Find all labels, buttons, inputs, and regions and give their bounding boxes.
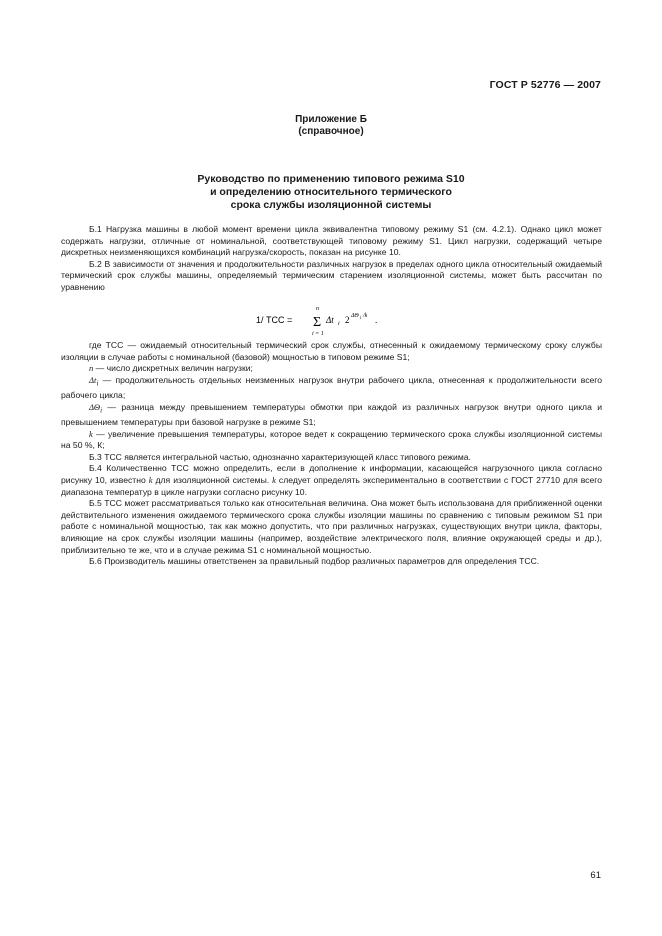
body-section-1 [61, 224, 602, 294]
tcc-formula [256, 302, 396, 338]
formula-delta-t: Δt [326, 315, 334, 325]
symbol-delta-theta-sub: i [100, 406, 103, 415]
formula-delta-t-sub: i [338, 321, 340, 327]
formula-sum-sign: Σ [313, 315, 322, 330]
paragraph-b1: Б.1 Нагрузка машины в любой момент времени цикла эквивалентна типовому режиму S1 (см. 4.2.1). Однако цикл может содержать нагрузки, отличные от номинальной, соответствующей типовому режиму S1. Цикл нагрузки, содержащий четыре дискретных неизменяющихся комбинаций нагрузка/скорость, показан на рисунке 10. [61, 224, 602, 258]
appendix-name: Приложение Б [295, 114, 367, 125]
paragraph-b4 [61, 463, 602, 498]
formula-upper-limit: n [316, 306, 319, 312]
title-line-3: срока службы изоляционной системы [230, 199, 432, 211]
formula-svg [256, 302, 396, 338]
paragraph-b6: Б.6 Производитель машины ответственен за правильный подбор различных параметров для определения ТСС. [89, 556, 540, 567]
symbol-k-1: k [148, 474, 153, 485]
paragraph-b5: Б.5 ТСС может рассматриваться только как относительная величина. Она может быть использована для приближенной оценки действительного изменения ожидаемого термического срока службы изоляции машины по сравнению с типовым режимом S1 при работе с номинальной мощностью, так как можно допустить, что при различных нагрузках, существующих внутри цикла, факторы, влияющие на срок службы изоляции машины (например, воздействие электрического поля, влияние окружающей среды и др.), приблизительно те же, что и в случае режима S1 с номинальной мощностью. [61, 498, 603, 555]
definition-delta-theta [61, 402, 602, 429]
symbol-delta-theta: ΔΘ [89, 401, 101, 412]
symbol-delta-t: Δt [89, 374, 97, 385]
document-title [0, 173, 662, 212]
paragraph-b4-part-a: Б.4 Количественно ТСС можно определить, если в дополнение к информации, касающейся нагрузочного цикла согласно рисунку 10, известно [61, 463, 602, 485]
formula-exponent-sub: i [360, 316, 362, 321]
symbol-delta-t-sub: i [96, 379, 99, 388]
formula-exponent: ΔΘ [351, 313, 359, 319]
appendix-heading [0, 114, 662, 138]
symbol-k-2: k [272, 474, 276, 485]
definition-delta-t-text: — продолжительность отдельных неизменных нагрузок внутри рабочего цикла, отнесенная к продолжительности всего рабочего цикла; [61, 374, 602, 401]
paragraph-b4-part-c: следует определять экспериментально в соответствии с ГОСТ 27710 для всего диапазона температур в цикле нагрузки согласно рисунку 10. [61, 474, 602, 497]
symbol-n: n [89, 363, 94, 374]
page-number: 61 [590, 870, 601, 881]
formula-lhs: 1/ ТСС = [256, 315, 293, 325]
formula-base: 2 [345, 315, 350, 325]
symbol-k: k [89, 428, 93, 439]
formula-trailing-dot: . [375, 315, 378, 325]
definition-k-text: — увеличение превышения температуры, которое ведет к сокращению термического срока службы изоляционной системы на 50 %, К; [61, 428, 602, 451]
body-section-2 [61, 340, 602, 568]
title-line-1: Руководство по применению типового режима S10 [197, 173, 465, 185]
definition-delta-t [61, 375, 602, 402]
standard-header: ГОСТ Р 52776 — 2007 [489, 79, 601, 91]
definition-n-text: — число дискретных величин нагрузки; [93, 363, 253, 374]
paragraph-b3: Б.3 ТСС является интегральной частью, однозначно характеризующей класс типового режима. [89, 451, 471, 462]
formula-exponent-tail: /k [363, 313, 368, 319]
appendix-kind: (справочное) [298, 126, 364, 137]
paragraph-where-tcc: где ТСС — ожидаемый относительный термический срок службы, отнесенный к ожидаемому термическому сроку службы изоляции в случае работы с номинальной (базовой) мощностью в типовом режиме S1; [61, 340, 602, 362]
paragraph-b4-part-b: для изоляционной системы. [152, 474, 273, 485]
title-line-2: и определению относительного термического [210, 186, 452, 198]
formula-lower-limit: i = 1 [312, 331, 324, 337]
definition-delta-theta-text: — разница между превышением температуры обмотки при каждой из различных нагрузок внутри одного цикла и превышением температуры при базовой нагрузке в режиме S1; [61, 401, 602, 427]
definition-k [61, 429, 602, 452]
definition-n [61, 363, 602, 375]
paragraph-b2: Б.2 В зависимости от значения и продолжительности различных нагрузок в пределах одного цикла относительный ожидаемый термический срок службы машины, определяемый термическим старением изоляционной системы, может быть рассчитан по уравнению [61, 258, 602, 292]
